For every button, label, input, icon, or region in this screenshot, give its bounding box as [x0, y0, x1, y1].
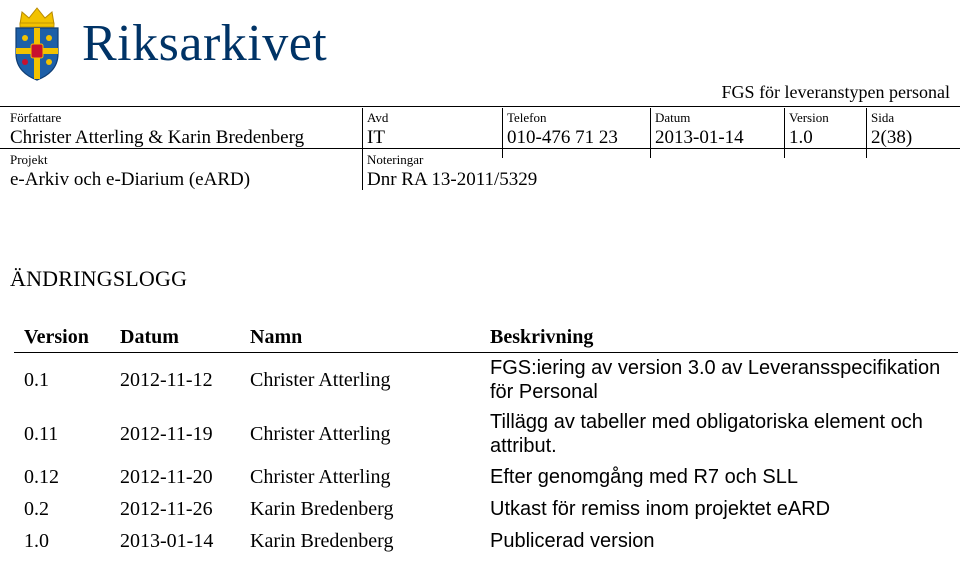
- cell-date: 2012-11-20: [120, 465, 213, 488]
- cell-version: 0.1: [24, 368, 49, 391]
- meta-author-label: Författare: [10, 110, 62, 125]
- brand-wordmark: Riksarkivet: [82, 15, 328, 72]
- table-row: [14, 493, 958, 525]
- cell-description: Tillägg av tabeller med obligatoriska element och attribut.: [490, 411, 923, 457]
- cell-version: 1.0: [24, 529, 49, 552]
- cell-name: Karin Bredenberg: [250, 529, 394, 552]
- column-header-version: Version: [14, 322, 120, 353]
- meta-project: [0, 150, 360, 190]
- meta-phone-value: 010-476 71 23: [507, 127, 618, 148]
- meta-department-value: IT: [367, 127, 385, 148]
- cell-description: Publicerad version: [490, 530, 655, 552]
- meta-row-2: [0, 150, 960, 202]
- meta-date-label: Datum: [655, 110, 691, 125]
- cell-version: 0.2: [24, 497, 49, 520]
- cell-description: Efter genomgång med R7 och SLL: [490, 466, 798, 488]
- meta-date-value: 2013-01-14: [655, 127, 744, 148]
- changelog-table: [14, 322, 958, 557]
- coat-of-arms-icon: [8, 6, 66, 82]
- meta-page-value: 2(38): [871, 127, 913, 148]
- meta-version-value: 1.0: [789, 127, 813, 148]
- table-header-row: [14, 322, 958, 353]
- cell-version: 0.12: [24, 465, 59, 488]
- riksarkivet-logo: [8, 4, 327, 84]
- meta-project-value: e-Arkiv och e-Diarium (eARD): [10, 169, 251, 190]
- cell-version: 0.11: [24, 422, 59, 445]
- cell-name: Karin Bredenberg: [250, 497, 394, 520]
- meta-middle-rule: [0, 148, 960, 149]
- cell-name: Christer Atterling: [250, 422, 391, 445]
- meta-notes-label: Noteringar: [367, 152, 424, 167]
- meta-version-label: Version: [789, 110, 829, 125]
- meta-author-value: Christer Atterling & Karin Bredenberg: [10, 127, 305, 148]
- cell-name: Christer Atterling: [250, 465, 391, 488]
- table-row: [14, 407, 958, 461]
- document-title: FGS för leveranstypen personal: [721, 82, 950, 102]
- column-header-name: Namn: [250, 322, 490, 353]
- column-header-description: Beskrivning: [490, 322, 958, 353]
- column-header-date: Datum: [120, 322, 250, 353]
- cell-date: 2012-11-19: [120, 422, 213, 445]
- table-row: [14, 353, 958, 408]
- cell-name: Christer Atterling: [250, 368, 391, 391]
- section-title: ÄNDRINGSLOGG: [10, 266, 188, 291]
- meta-phone-label: Telefon: [507, 110, 547, 125]
- cell-date: 2012-11-12: [120, 368, 213, 391]
- cell-date: 2012-11-26: [120, 497, 213, 520]
- cell-description: FGS:iering av version 3.0 av Leveransspecifikation för Personal: [490, 357, 941, 403]
- meta-notes-value: Dnr RA 13-2011/5329: [367, 169, 538, 190]
- meta-page-label: Sida: [871, 110, 895, 125]
- meta-top-rule: [0, 106, 960, 107]
- cell-description: Utkast för remiss inom projektet eARD: [490, 498, 831, 520]
- cell-date: 2013-01-14: [120, 529, 214, 552]
- meta-department-label: Avd: [367, 110, 389, 125]
- table-row: [14, 525, 958, 557]
- meta-notes: [362, 150, 782, 190]
- table-row: [14, 461, 958, 493]
- meta-project-label: Projekt: [10, 152, 48, 167]
